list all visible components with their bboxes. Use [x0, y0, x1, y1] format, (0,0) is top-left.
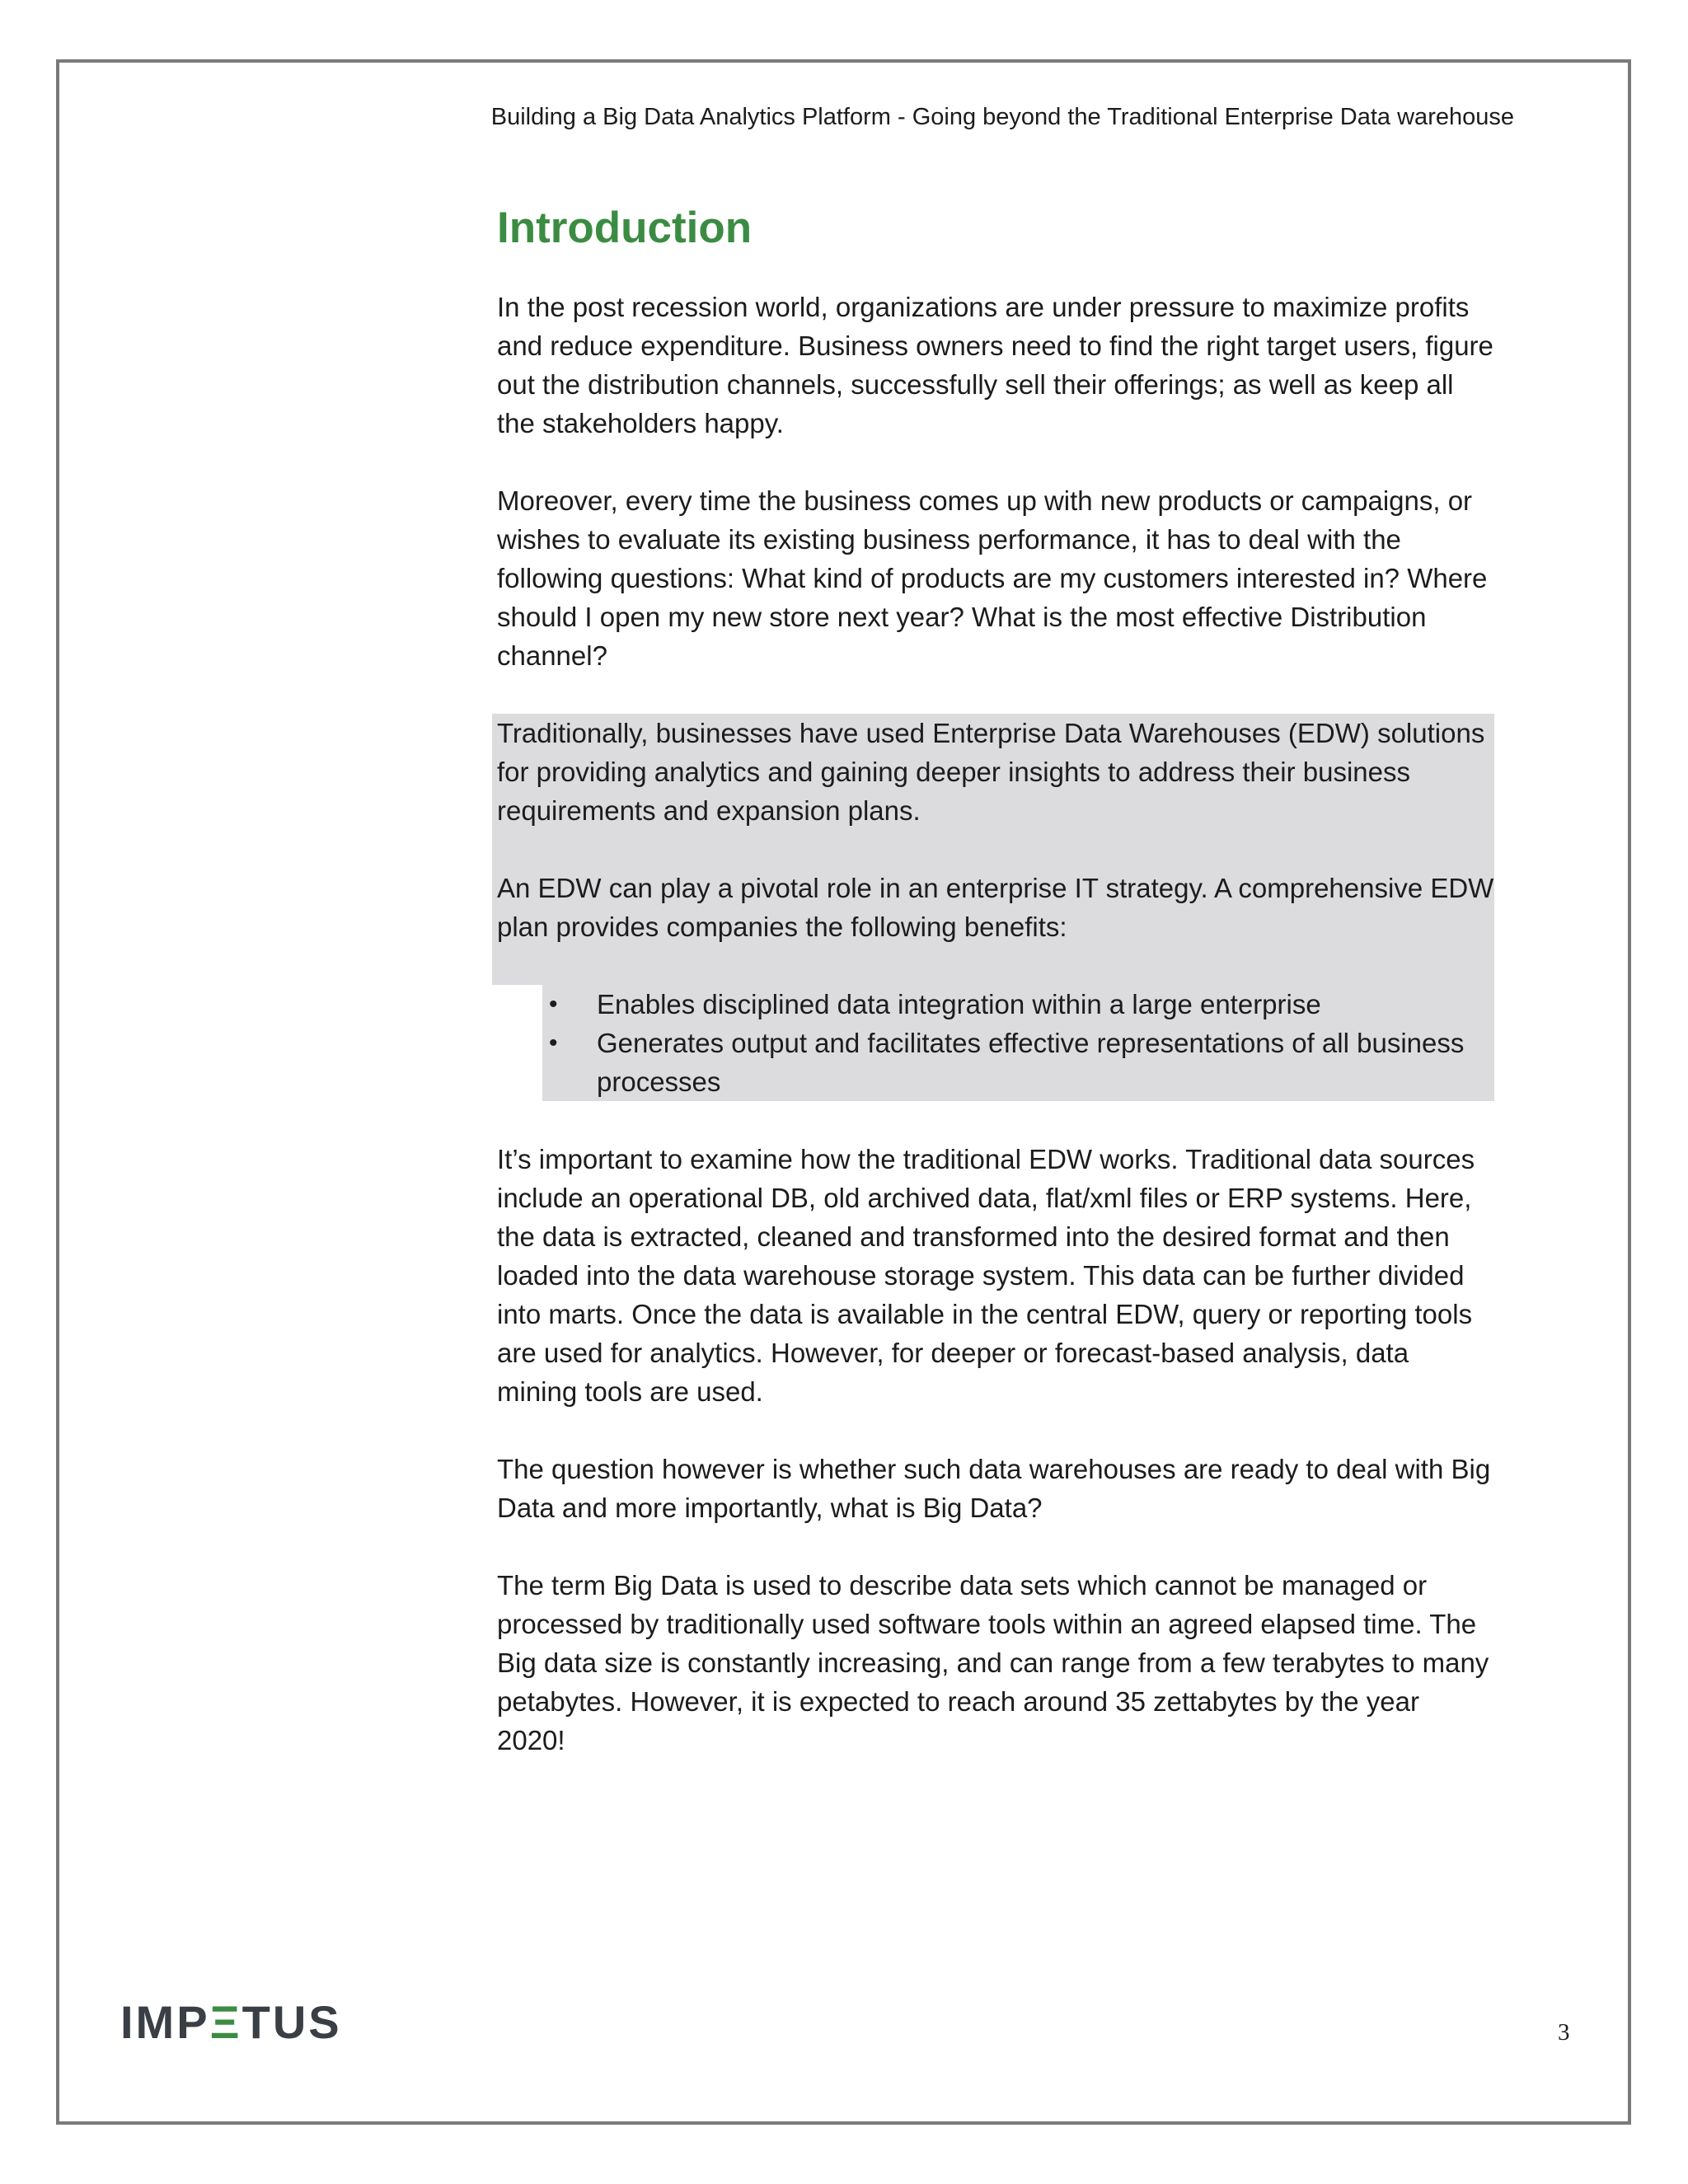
section-title: Introduction	[497, 204, 753, 252]
logo-text-end: TUS	[241, 1996, 342, 2048]
benefits-list	[542, 985, 1494, 1101]
logo-text-start: IMP	[120, 1996, 210, 2048]
list-item	[542, 1024, 1494, 1101]
paragraph-questions: Moreover, every time the business comes up with new products or campaigns, or wishes to evaluate its existing business performance, it has to deal with the following questions: What kind of products are my customers interested in? Where should I open my new store next year? What is the most effective Distribution channel?	[497, 485, 1488, 671]
paragraph-edw-role: An EDW can play a pivotal role in an enterprise IT strategy. A comprehensive EDW plan provides companies the following benefits:	[497, 873, 1494, 942]
document-body	[497, 198, 1494, 1760]
paragraph-edw-tradition: Traditionally, businesses have used Enterprise Data Warehouses (EDW) solutions for providing analytics and gaining deeper insights to address their business requirements and expansion plans.	[497, 718, 1485, 826]
logo-e-icon: Ξ	[209, 1996, 242, 2048]
page-number: 3	[1558, 2019, 1570, 2046]
impetus-logo	[120, 1996, 342, 2049]
running-header: Building a Big Data Analytics Platform - Going beyond the Traditional Enterprise Data warehouse	[490, 104, 1514, 130]
highlighted-block	[492, 714, 1494, 985]
bullet-icon: •	[549, 1029, 558, 1057]
paragraph-intro: In the post recession world, organizations are under pressure to maximize profits and reduce expenditure. Business owners need to find the right target users, figure out the distribution channels, successfully sell their offerings; as well as keep all the stakeholders happy.	[497, 292, 1493, 438]
paragraph-big-data-question: The question however is whether such data warehouses are ready to deal with Big Data and more importantly, what is Big Data?	[497, 1454, 1491, 1523]
bullet-icon: •	[549, 991, 558, 1018]
paragraph-big-data-definition: The term Big Data is used to describe data sets which cannot be managed or processed by traditionally used software tools within an agreed elapsed time. The Big data size is constantly increasing, and can range from a few terabytes to many petabytes. However, it is expected to reach around 35 zettabytes by the year 2020!	[497, 1570, 1489, 1755]
list-item-text: Generates output and facilitates effective representations of all business processes	[597, 1028, 1465, 1097]
paragraph-edw-process: It’s important to examine how the traditional EDW works. Traditional data sources include an operational DB, old archived data, flat/xml files or ERP systems. Here, the data is extracted, cleaned and transformed into the desired format and then loaded into the data warehouse storage system. This data can be further divided into marts. Once the data is available in the central EDW, query or reporting tools are used for analytics. However, for deeper or forecast-based analysis, data mining tools are used.	[497, 1144, 1475, 1407]
list-item-text: Enables disciplined data integration within a large enterprise	[597, 989, 1321, 1019]
highlighted-list-block	[542, 985, 1494, 1101]
list-item	[542, 985, 1494, 1024]
